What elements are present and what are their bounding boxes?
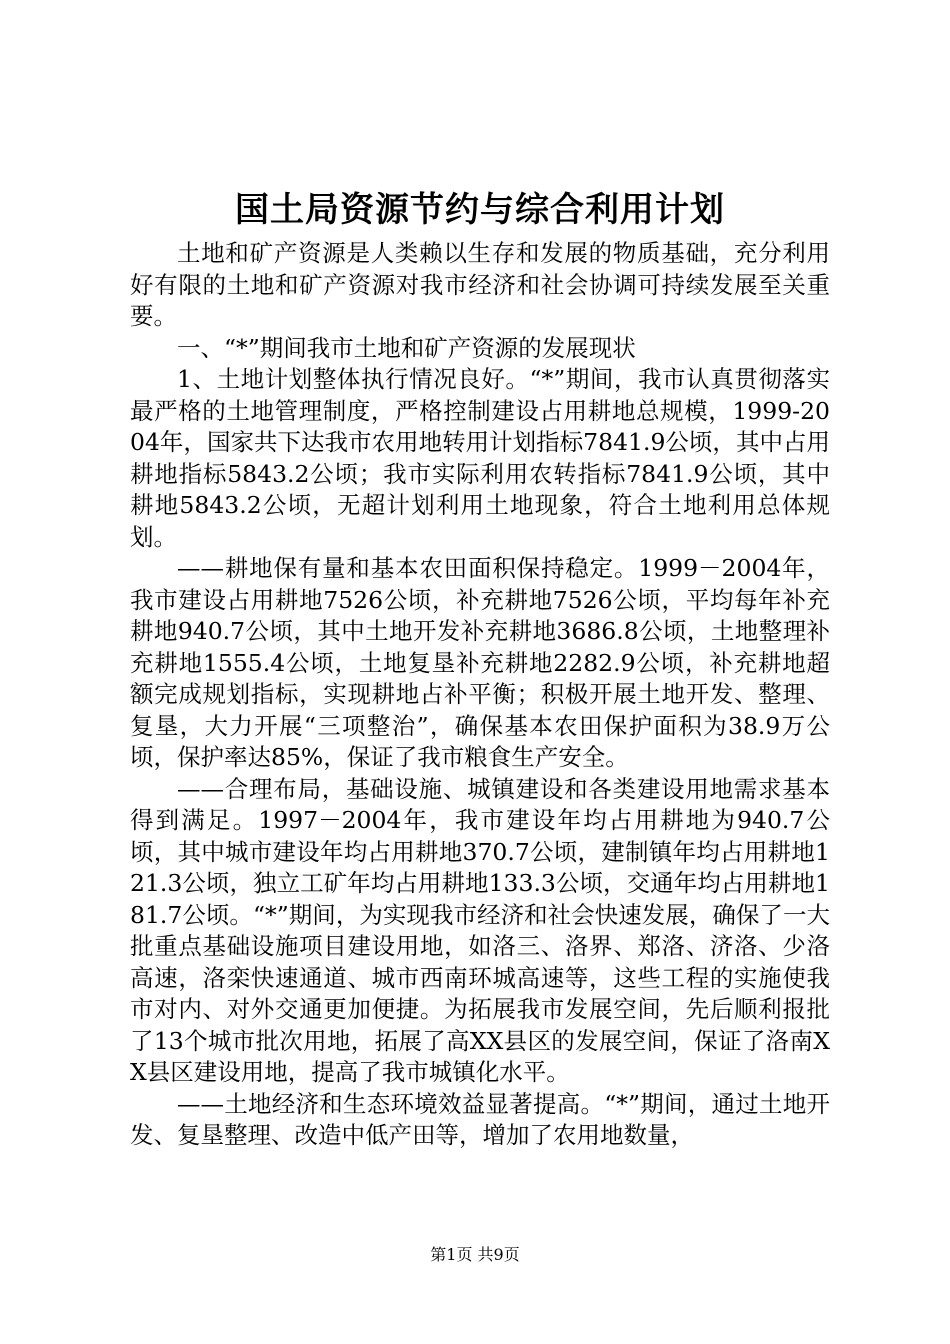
- paragraph-intro: 土地和矿产资源是人类赖以生存和发展的物质基础，充分利用好有限的土地和矿产资源对我市经济和社会协调可持续发展至关重要。: [130, 239, 830, 330]
- paragraph-economy: ——土地经济和生态环境效益显著提高。“*”期间，通过土地开发、复垦整理、改造中低产田等，增加了农用地数量，: [130, 1089, 830, 1149]
- page-footer: 第1页 共9页: [430, 1245, 520, 1264]
- paragraph-farmland: ——耕地保有量和基本农田面积保持稳定。1999－2004年，我市建设占用耕地7526公顷，补充耕地7526公顷，平均每年补充耕地940.7公顷，其中土地开发补充耕地3686.8公顷，土地整理补充耕地1555.4公顷，土地复垦补充耕地2282.9公顷，补充耕地超额完成规划指标，实现耕地占补平衡；积极开展土地开发、整理、复垦，大力开展“三项整治”，确保基本农田保护面积为38.9万公顷，保护率达85%，保证了我市粮食生产安全。: [130, 554, 830, 771]
- document-page: [130, 182, 830, 1152]
- document-title: 国土局资源节约与综合利用计划: [235, 190, 725, 230]
- paragraph-layout: ——合理布局，基础设施、城镇建设和各类建设用地需求基本得到满足。1997－2004年，我市建设年均占用耕地为940.7公顷，其中城市建设年均占用耕地370.7公顷，建制镇年均占用耕地121.3公顷，独立工矿年均占用耕地133.3公顷，交通年均占用耕地181.7公顷。“*”期间，为实现我市经济和社会快速发展，确保了一大批重点基础设施项目建设用地，如洛三、洛界、郑洛、济洛、少洛高速，洛栾快速通道、城市西南环城高速等，这些工程的实施使我市对内、对外交通更加便捷。为拓展我市发展空间，先后顺利报批了13个城市批次用地，拓展了高XX县区的发展空间，保证了洛南XX县区建设用地，提高了我市城镇化水平。: [130, 774, 830, 1086]
- paragraph-land-plan: 1、土地计划整体执行情况良好。“*”期间，我市认真贯彻落实最严格的土地管理制度，严格控制建设占用耕地总规模，1999-2004年，国家共下达我市农用地转用计划指标7841.9公顷，其中占用耕地指标5843.2公顷；我市实际利用农转指标7841.9公顷，其中耕地5843.2公顷，无超计划利用土地现象，符合土地利用总体规划。: [130, 365, 830, 551]
- section-heading-1: 一、“*”期间我市土地和矿产资源的发展现状: [177, 333, 636, 362]
